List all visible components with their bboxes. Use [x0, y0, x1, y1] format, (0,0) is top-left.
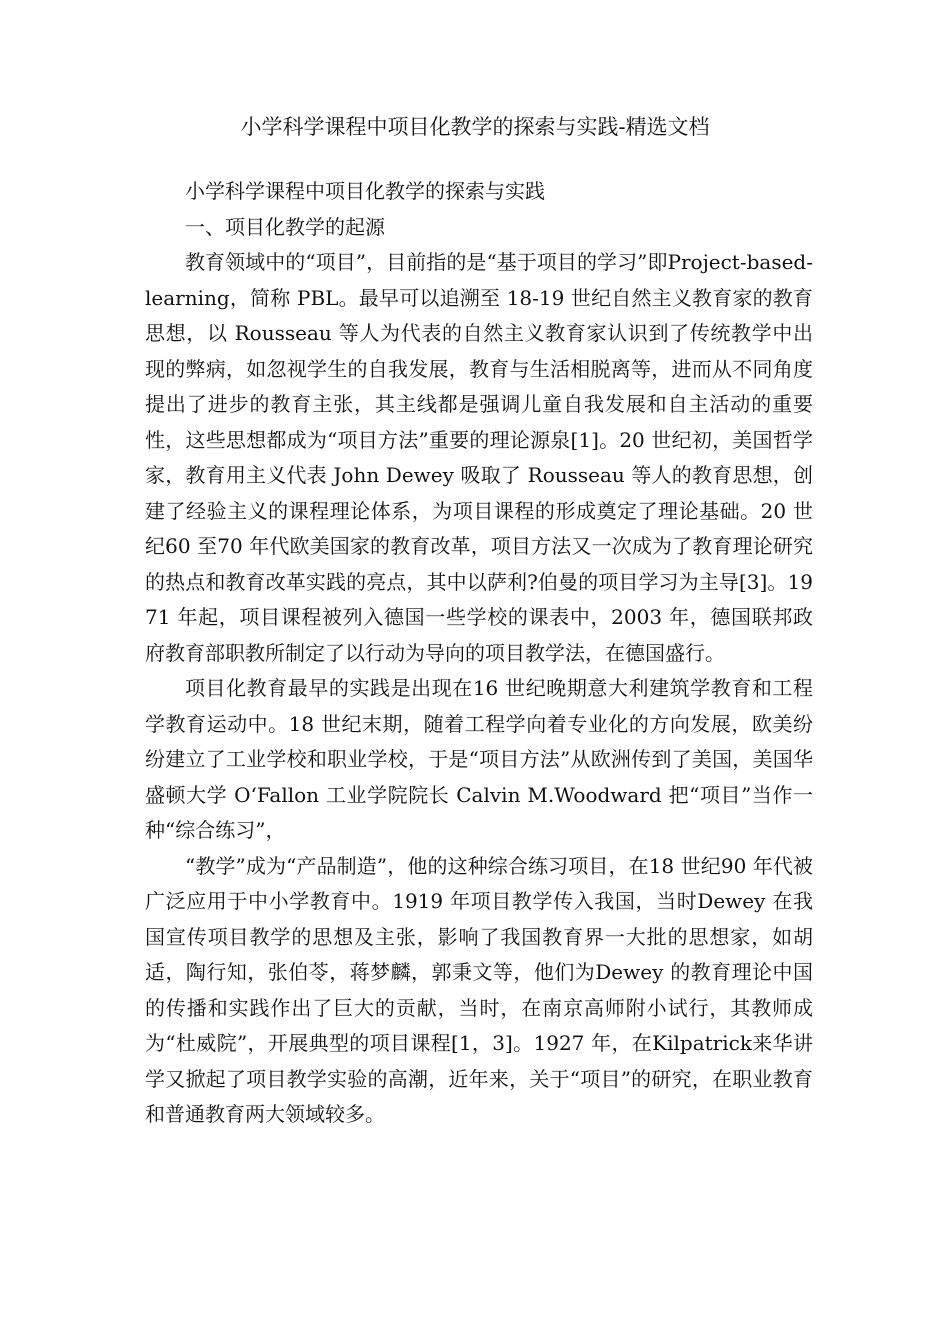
section-heading: 一、项目化教学的起源: [185, 214, 385, 239]
document-body: [145, 174, 813, 1133]
article-subtitle: 小学科学课程中项目化教学的探索与实践: [185, 179, 545, 203]
paragraph-china-introduction: “教学”成为“产品制造”，他的这种综合练习项目，在18 世纪90 年代被广泛应用于中小学教育中。1919 年项目教学传入我国，当时Dewey 在我国宣传项目教学的思想及主张，影响了我国教育界一大批的思想家，如胡适，陶行知，张伯苓，蒋梦麟，郭秉文等，他们为Dewey 的教育理论中国的传播和实践作出了巨大的贡献，当时，在南京高师附小试行，其教师成为“杜威院”，开展典型的项目课程[1，3]。1927 年，在Kilpatrick来华讲学又掀起了项目教学实验的高潮，近年来，关于“项目”的研究，在职业教育和普通教育两大领域较多。: [145, 853, 813, 1126]
paragraph-origin-practice: 项目化教育最早的实践是出现在16 世纪晚期意大利建筑学教育和工程学教育运动中。18 世纪末期，随着工程学向着专业化的方向发展，欧美纷纷建立了工业学校和职业学校，于是“项目方法”从欧洲传到了美国，美国华盛顿大学 O‘Fallon 工业学院院长 Calvin M.Woodward 把“项目”当作一种“综合练习”，: [145, 676, 813, 842]
document-title: 小学科学课程中项目化教学的探索与实践-精选文档: [240, 115, 710, 139]
paragraph-origin-theory: 教育领域中的“项目”，目前指的是“基于项目的学习”即Project-based-learning，简称 PBL。最早可以追溯至 18-19 世纪自然主义教育家的教育思想，以 Rousseau 等人为代表的自然主义教育家认识到了传统教学中出现的弊病，如忽视学生的自我发展，教育与生活相脱离等，进而从不同角度提出了进步的教育主张，其主线都是强调儿童自我发展和自主活动的重要性，这些思想都成为“项目方法”重要的理论源泉[1]。20 世纪初，美国哲学家，教育用主义代表 John Dewey 吸取了 Rousseau 等人的教育思想，创建了经验主义的课程理论体系，为项目课程的形成奠定了理论基础。20 世纪60 至70 年代欧美国家的教育改革，项目方法又一次成为了教育理论研究的热点和教育改革实践的亮点，其中以萨利?伯曼的项目学习为主导[3]。1971 年起，项目课程被列入德国一些学校的课表中，2003 年，德国联邦政府教育部职教所制定了以行动为导向的项目教学法，在德国盛行。: [145, 250, 813, 665]
